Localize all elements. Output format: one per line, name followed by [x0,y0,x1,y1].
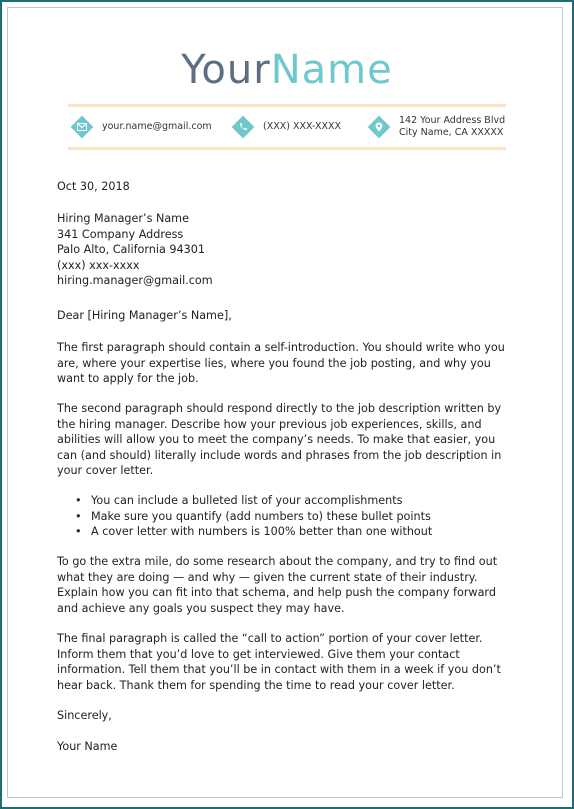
paragraph-line: The second paragraph should respond directly to the job description written by [57,402,502,415]
paragraph-line: and achieve any goals you suspect they may have. [57,601,345,615]
location-pin-icon [367,115,391,139]
phone-icon [231,115,255,139]
paragraph-4 [57,631,527,693]
paragraph-3 [57,554,527,616]
paragraph-line: Explain how you can fit into that schema, and help push the company forward [57,586,496,600]
bullet-list [57,493,527,540]
paragraph-line: abilities will allow you to meet the company’s needs. To make that easier, you [57,433,496,447]
name-first: Your [181,47,271,93]
paragraph-2 [57,401,527,479]
recipient-name: Hiring Manager’s Name [57,212,189,225]
paragraph-1 [57,340,527,387]
recipient-city: Palo Alto, California 94301 [57,243,205,257]
date-text: Oct 30, 2018 [57,180,130,193]
paragraph-line: To go the extra mile, do some research about the company, and try to find out [57,555,498,568]
list-item: • You can include a bulleted list of your accomplishments [91,493,527,509]
closing-text: Sincerely, [57,709,112,722]
letter-date [57,179,527,195]
paragraph-line: what they are doing — and why — given the current state of their industry. [57,570,478,584]
list-item: • Make sure you quantify (add numbers to) these bullet points [91,509,527,525]
closing [57,708,527,724]
paragraph-line: Inform them that you’d love to get interviewed. Give them your contact [57,647,460,661]
contact-phone [231,115,341,139]
header-name [0,42,574,98]
paragraph-line: are, where your expertise lies, where you found the job posting, and why you [57,356,491,370]
recipient-address: 341 Company Address [57,227,184,241]
salutation-text: Dear [Hiring Manager’s Name], [57,309,232,322]
recipient-block [57,211,527,289]
list-item: • A cover letter with numbers is 100% better than one without [91,524,527,540]
recipient-email: hiring.manager@gmail.com [57,274,213,288]
paragraph-line: information. Tell them that you’ll be in contact with them in a week if you don’t [57,663,501,677]
paragraph-line: want to apply for the job. [57,372,199,386]
signature-text: Your Name [57,740,118,753]
contact-address [367,115,505,139]
recipient-phone: (xxx) xxx-xxxx [57,258,140,272]
envelope-icon [70,115,94,139]
address-line-1: 142 Your Address Blvd [399,115,506,126]
phone-text: (XXX) XXX-XXXX [263,121,341,132]
email-text: your.name@gmail.com [102,121,212,132]
contact-email [70,115,212,139]
paragraph-line: can (and should) literally include words and phrases from the job description in [57,448,502,462]
paragraph-line: your cover letter. [57,464,154,478]
paragraph-line: The first paragraph should contain a self-introduction. You should write who you [57,341,505,354]
name-last: Name [270,47,393,93]
paragraph-line: The final paragraph is called the “call to action” portion of your cover letter. [57,632,483,645]
address-line-2: City Name, CA XXXXX [399,127,504,138]
paragraph-line: hear back. Thank them for spending the time to read your cover letter. [57,678,455,692]
salutation [57,308,527,324]
paragraph-line: the hiring manager. Describe how your previous job experiences, skills, and [57,417,482,431]
signature [57,739,527,755]
